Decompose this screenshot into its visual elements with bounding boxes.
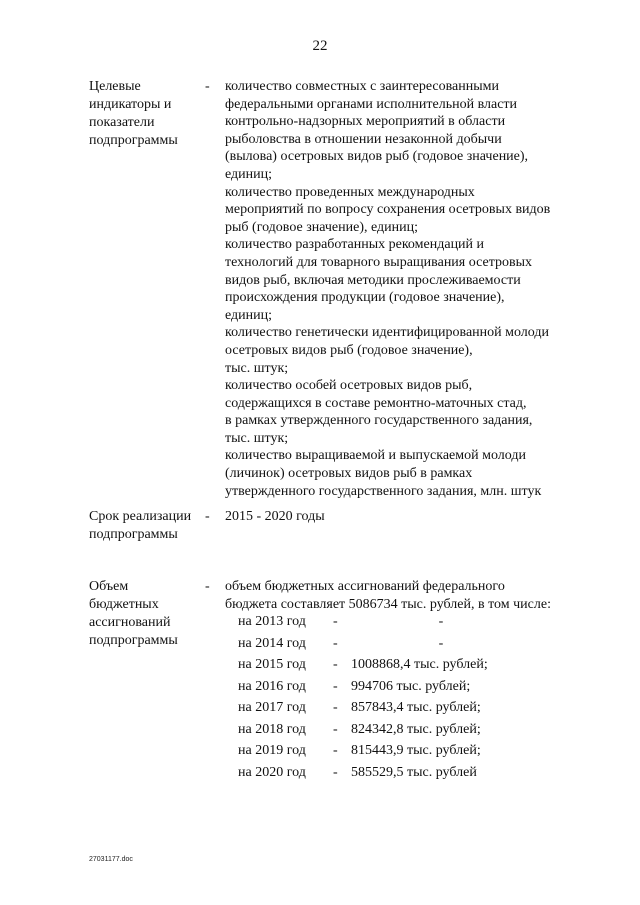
budget-separator: - xyxy=(333,657,338,672)
budget-label: Объем бюджетных ассигнований подпрограммы xyxy=(89,579,178,648)
budget-year-label: на 2019 год xyxy=(238,743,306,758)
budget-dash: - xyxy=(205,579,210,594)
period-dash: - xyxy=(205,509,210,524)
budget-year-label: на 2018 год xyxy=(238,721,306,737)
text-line: технологий для товарного выращивания осетровых xyxy=(225,254,532,270)
text-line: количество совместных с заинтересованными xyxy=(225,79,500,94)
text-line: в рамках утвержденного государственного задания, xyxy=(225,413,533,429)
text-line: видов рыб, включая методики прослеживаемости xyxy=(225,272,521,288)
text-line: объем бюджетных ассигнований федерального xyxy=(225,579,505,594)
budget-year-label: на 2015 год xyxy=(238,657,306,672)
indicators-content xyxy=(225,78,585,500)
budget-year-label: на 2020 год xyxy=(238,764,306,780)
budget-amount: 824342,8 тыс. рублей; xyxy=(351,721,481,737)
budget-amount: 585529,5 тыс. рублей xyxy=(351,764,477,780)
budget-by-year-table xyxy=(238,614,531,786)
budget-year-label: на 2017 год xyxy=(238,700,306,715)
text-line: тыс. штук; xyxy=(225,430,289,446)
indicators-dash: - xyxy=(205,79,210,94)
budget-year-label: на 2014 год xyxy=(238,635,306,651)
budget-year-row xyxy=(238,743,531,765)
text-line: количество проведенных международных xyxy=(225,184,475,200)
text-line: единиц; xyxy=(225,307,273,323)
text-line: бюджета составляет 5086734 тыс. рублей, в том числе: xyxy=(225,596,551,612)
text-line: (личинок) осетровых видов рыб в рамках xyxy=(225,466,473,482)
budget-year-row xyxy=(238,657,531,679)
budget-separator: - xyxy=(333,700,338,715)
budget-year-label: на 2013 год xyxy=(238,614,306,629)
budget-year-row xyxy=(238,722,531,744)
budget-content xyxy=(225,578,585,613)
budget-amount: 857843,4 тыс. рублей; xyxy=(351,700,481,715)
period-label: Срок реализации подпрограммы xyxy=(89,509,192,542)
budget-separator: - xyxy=(333,721,338,737)
page-number: 22 xyxy=(312,38,328,54)
text-line: рыболовства в отношении незаконной добычи xyxy=(225,131,502,147)
text-line: количество генетически идентифицированной молоди xyxy=(225,325,550,341)
budget-year-row xyxy=(238,679,531,701)
budget-amount: - xyxy=(438,635,444,651)
budget-separator: - xyxy=(333,635,338,651)
budget-separator: - xyxy=(333,743,338,758)
budget-separator: - xyxy=(333,764,338,780)
indicators-label: Целевые индикаторы и показатели подпрограммы xyxy=(89,79,178,148)
text-line: контрольно-надзорных мероприятий в области xyxy=(225,114,506,130)
budget-amount: 994706 тыс. рублей; xyxy=(351,678,471,694)
text-line: количество особей осетровых видов рыб, xyxy=(225,378,473,394)
text-line: единиц; xyxy=(225,166,273,182)
text-line: осетровых видов рыб (годовое значение), xyxy=(225,342,473,358)
text-line: (вылова) осетровых видов рыб (годовое значение), xyxy=(225,149,529,165)
budget-separator: - xyxy=(333,614,338,629)
budget-amount: 1008868,4 тыс. рублей; xyxy=(351,657,488,672)
text-line: происхождения продукции (годовое значение), xyxy=(225,290,505,306)
budget-separator: - xyxy=(333,678,338,694)
text-line: тыс. штук; xyxy=(225,360,289,376)
text-line: содержащихся в составе ремонтно-маточных стад, xyxy=(225,395,527,411)
text-line: количество выращиваемой и выпускаемой молоди xyxy=(225,448,526,464)
budget-year-row xyxy=(238,700,531,722)
budget-amount: - xyxy=(438,614,444,629)
budget-year-row xyxy=(238,765,531,787)
text-line: количество разработанных рекомендаций и xyxy=(225,237,485,253)
budget-year-row xyxy=(238,614,531,636)
budget-amount: 815443,9 тыс. рублей; xyxy=(351,743,481,758)
text-line: рыб (годовое значение), единиц; xyxy=(225,219,419,235)
period-value: 2015 - 2020 годы xyxy=(225,509,325,524)
budget-year-label: на 2016 год xyxy=(238,678,306,694)
text-line: федеральными органами исполнительной власти xyxy=(225,96,518,112)
text-line: мероприятий по вопросу сохранения осетровых видов xyxy=(225,202,551,218)
document-filename: 27031177.doc xyxy=(89,856,133,863)
budget-year-row xyxy=(238,636,531,658)
text-line: утвержденного государственного задания, млн. штук xyxy=(225,483,542,499)
